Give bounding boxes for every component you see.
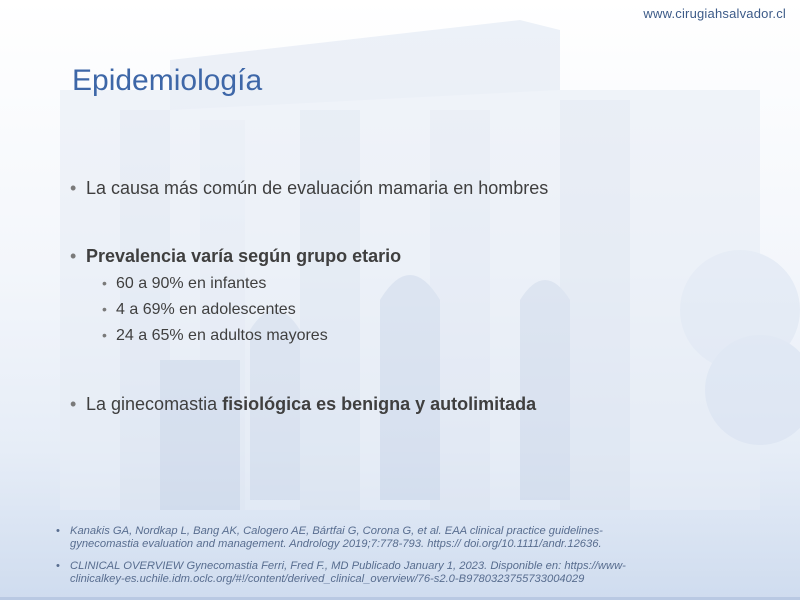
sub-bullet-text: 4 a 69% en adolescentes <box>116 301 296 318</box>
bullet-dot-icon: • <box>70 394 77 414</box>
sub-bullet-adolescentes <box>102 301 296 319</box>
bullet-text: La causa más común de evaluación mamaria en hombres <box>86 178 549 198</box>
reference-kanakis <box>56 525 770 551</box>
bullet-dot-icon: • <box>56 560 60 572</box>
reference-line: gynecomastia evaluation and management. Andrology 2019;7:778-793. https:// doi.org/10.1111/andr.12636. <box>70 538 602 550</box>
reference-line: CLINICAL OVERVIEW Gynecomastia Ferri, Fred F., MD Publicado January 1, 2023. Disponible en: https://www- <box>70 560 626 572</box>
reference-ferri <box>56 560 770 586</box>
bullet-dot-icon: • <box>102 275 107 291</box>
bullet-causa <box>70 178 549 199</box>
sub-bullet-text: 60 a 90% en infantes <box>116 275 267 292</box>
bullet-text-bold: fisiológica es benigna y autolimitada <box>222 394 537 414</box>
bullet-dot-icon: • <box>70 178 77 198</box>
sub-bullet-infantes <box>102 275 267 293</box>
reference-line: Kanakis GA, Nordkap L, Bang AK, Calogero AE, Bártfai G, Corona G, et al. EAA clinical practice guidelines- <box>70 525 603 537</box>
bullet-ginecomastia <box>70 394 537 415</box>
bullet-dot-icon: • <box>102 301 107 317</box>
reference-line: clinicalkey-es.uchile.idm.oclc.org/#!/content/derived_clinical_overview/76-s2.0-B9780323755733004029 <box>70 573 585 585</box>
bullet-dot-icon: • <box>102 327 107 343</box>
bullet-dot-icon: • <box>70 246 77 266</box>
bullet-dot-icon: • <box>56 525 60 537</box>
slide-title: Epidemiología <box>72 64 263 97</box>
site-url[interactable]: www.cirugiahsalvador.cl <box>643 6 786 21</box>
sub-bullet-text: 24 a 65% en adultos mayores <box>116 327 328 344</box>
bullet-prevalencia <box>70 246 402 267</box>
sub-bullet-adultos <box>102 327 328 345</box>
bullet-text: La ginecomastia <box>86 394 223 414</box>
bullet-text-bold: Prevalencia varía según grupo etario <box>86 246 402 266</box>
